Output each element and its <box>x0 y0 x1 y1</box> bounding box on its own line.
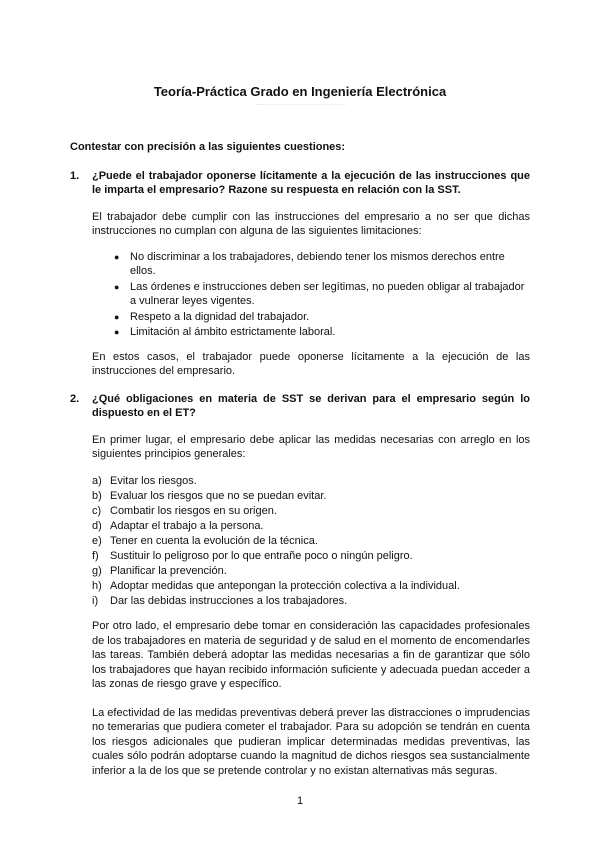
list-item: ● Respeto a la dignidad del trabajador. <box>114 310 310 323</box>
question-2-text: ¿Qué obligaciones en materia de SST se derivan para el empresario según lo dispuesto en el ET? <box>92 392 530 419</box>
list-item: i) Dar las debidas instrucciones a los trabajadores. <box>92 594 348 607</box>
question-1-text: ¿Puede el trabajador oponerse lícitamente a la ejecución de las instrucciones que le imparta el empresario? Razone su respuesta en relación con la SST. <box>92 169 530 196</box>
bullet-icon: ● <box>114 281 120 292</box>
list-item: g) Planificar la prevención. <box>92 564 227 577</box>
answer-2-intro: En primer lugar, el empresario debe aplicar las medidas necesarias con arreglo en los siguientes principios generales: <box>92 433 530 460</box>
question-2-number: 2. <box>70 392 80 405</box>
faint-watermark-line <box>256 104 346 107</box>
answer-1 <box>92 210 530 379</box>
answer-1-intro: El trabajador debe cumplir con las instrucciones del empresario a no ser que dichas instrucciones no cumplan con alguna de las siguientes limitaciones: <box>92 210 530 237</box>
question-1 <box>70 169 530 198</box>
document-body <box>70 140 530 778</box>
list-item: ● Limitación al ámbito estrictamente laboral. <box>114 326 336 338</box>
instructions-heading: Contestar con precisión a las siguientes cuestiones: <box>70 141 346 153</box>
answer-2-paragraph-3: La efectividad de las medidas preventivas deberá prever las distracciones o imprudencias no temerarias que pudiera cometer el trabajador. Para su adopción se tendrán en cuenta los riesgos adicionales que pudieran implicar determinadas medidas preventivas, las cuales sólo podrán adoptarse cuando la magnitud de dichos riesgos sea sustancialmente inferior a la de los que se pretende controlar y no existan alternativas más seguras. <box>92 706 530 777</box>
principles-list <box>92 474 530 609</box>
answer-2-paragraph-2: Por otro lado, el empresario debe tomar en consideración las capacidades profesionales de los trabajadores en materia de seguridad y de salud en el momento de encomendarles las tareas. También deberá adoptar las medidas necesarias a fin de garantizar que sólo los trabajadores que hayan recibido información suficiente y adecuada puedan acceder a las zonas de riesgo grave y específico. <box>92 620 530 690</box>
page-number: 1 <box>296 795 304 807</box>
list-item: a) Evitar los riesgos. <box>92 474 197 487</box>
document-title: Teoría-Práctica Grado en Ingeniería Electrónica <box>153 84 447 99</box>
list-item: ● No discriminar a los trabajadores, debiendo tener los mismos derechos entre ellos. <box>114 250 505 277</box>
list-item: d) Adaptar el trabajo a la persona. <box>92 519 264 532</box>
answer-1-conclusion: En estos casos, el trabajador puede oponerse lícitamente a la ejecución de las instrucciones del empresario. <box>92 350 530 377</box>
bullet-icon: ● <box>114 327 120 337</box>
list-item: h) Adoptar medidas que antepongan la protección colectiva a la individual. <box>92 579 460 592</box>
bullet-icon: ● <box>114 311 120 322</box>
bullet-icon: ● <box>114 251 120 262</box>
question-1-number: 1. <box>70 169 80 182</box>
answer-2-continued <box>92 619 530 778</box>
limitations-list <box>114 250 530 340</box>
list-item: ● Las órdenes e instrucciones deben ser legítimas, no pueden obligar al trabajador a vulnerar leyes vigentes. <box>114 280 525 307</box>
answer-2 <box>92 433 530 462</box>
list-item: f) Sustituir lo peligroso por lo que entrañe poco o ningún peligro. <box>92 549 413 562</box>
list-item: c) Combatir los riesgos en su origen. <box>92 504 277 517</box>
list-item: e) Tener en cuenta la evolución de la técnica. <box>92 534 318 547</box>
question-2 <box>70 392 530 421</box>
list-item: b) Evaluar los riesgos que no se puedan evitar. <box>92 489 327 502</box>
